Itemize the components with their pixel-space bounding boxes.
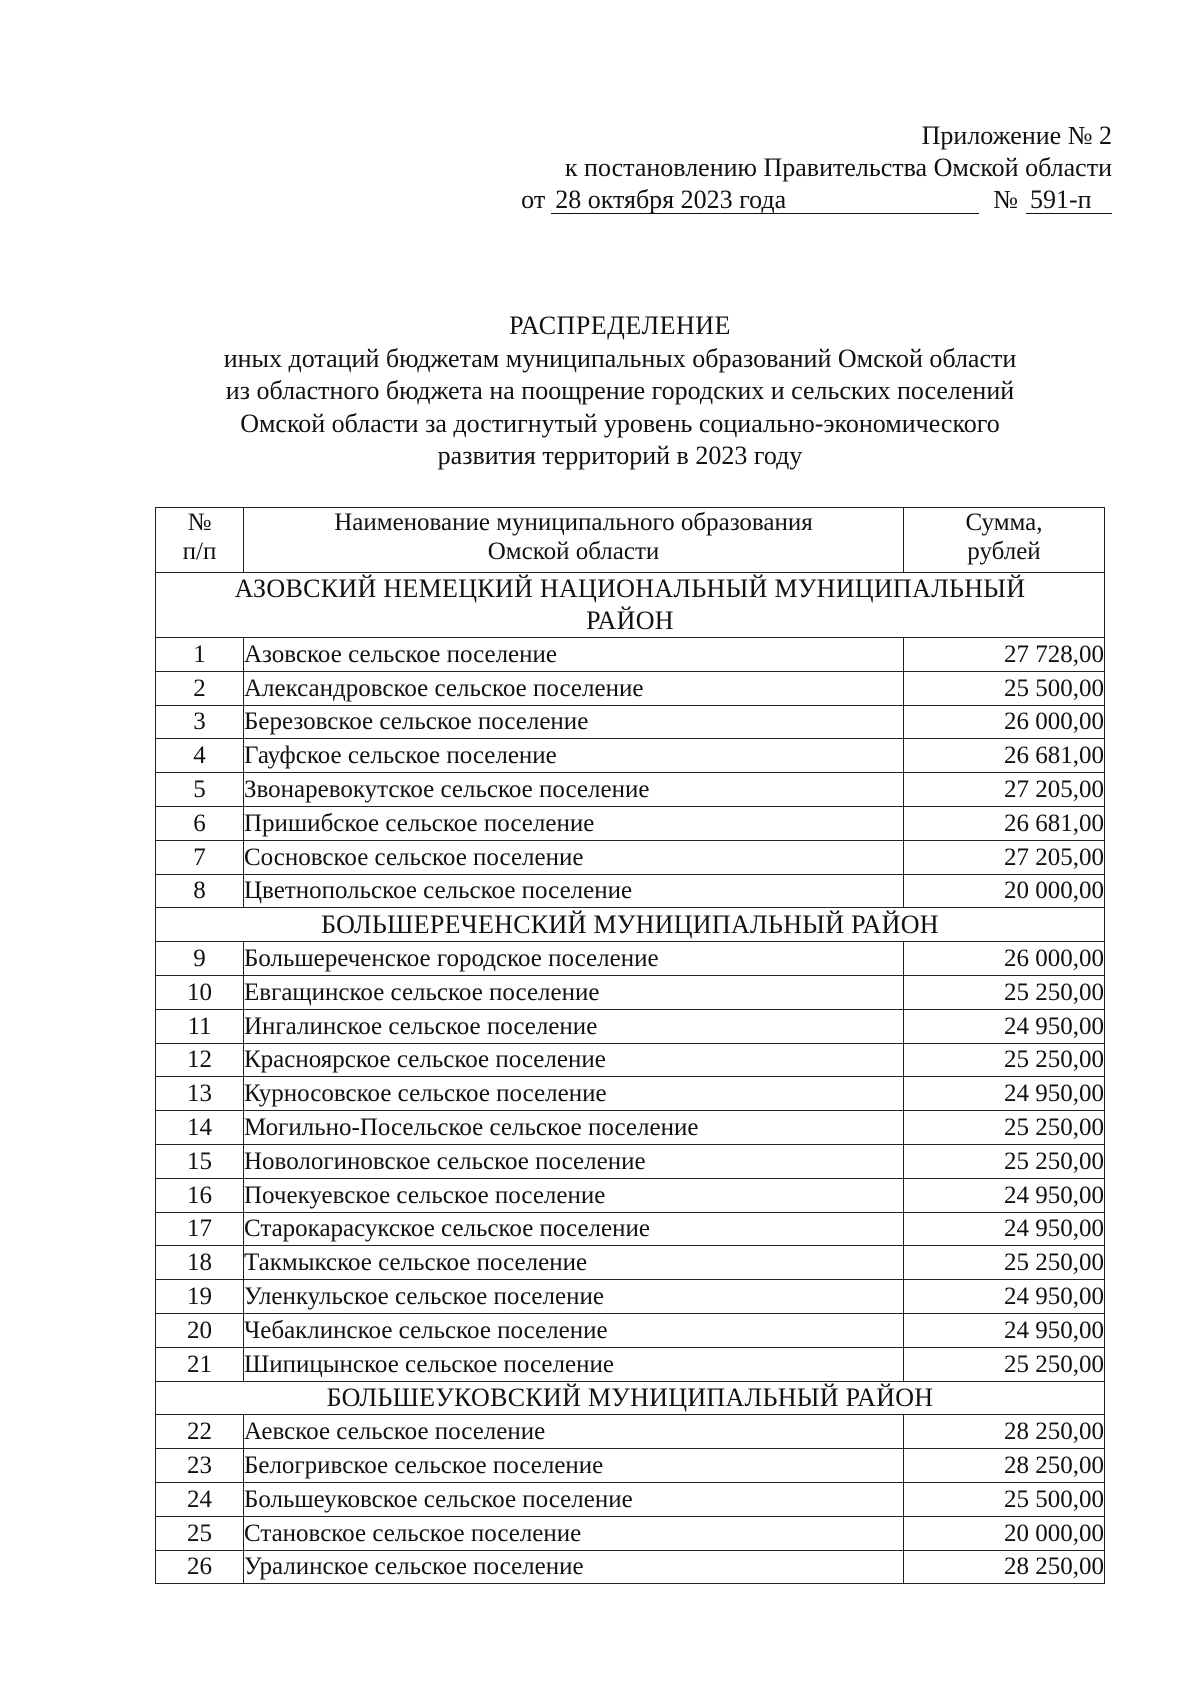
row-number: 13 [156,1077,244,1111]
table-row [156,1043,1105,1077]
settlement-name: Березовское сельское поселение [244,705,904,739]
settlement-name: Сосновское сельское поселение [244,840,904,874]
amount: 20 000,00 [904,874,1105,908]
table-row [156,1111,1105,1145]
settlement-name: Красноярское сельское поселение [244,1043,904,1077]
row-number: 12 [156,1043,244,1077]
table-row [156,1009,1105,1043]
table-row [156,1178,1105,1212]
header-name [244,508,904,573]
district-row [156,573,1105,638]
table-row [156,671,1105,705]
row-number: 18 [156,1246,244,1280]
district-name-line2: РАЙОН [586,606,674,635]
row-number: 10 [156,975,244,1009]
amount: 24 950,00 [904,1009,1105,1043]
settlement-name: Большеуковское сельское поселение [244,1482,904,1516]
decree-date: 28 октября 2023 года [551,187,979,214]
settlement-name: Почекуевское сельское поселение [244,1178,904,1212]
table-row [156,1144,1105,1178]
settlement-name: Такмыкское сельское поселение [244,1246,904,1280]
header-name-line2: Омской области [487,538,660,565]
district-row [156,1381,1105,1415]
settlement-name: Ингалинское сельское поселение [244,1009,904,1043]
settlement-name: Новологиновское сельское поселение [244,1144,904,1178]
table-row [156,1246,1105,1280]
table-row [156,1516,1105,1550]
row-number: 26 [156,1550,244,1584]
decree-number: 591-п [1026,187,1112,214]
amount: 24 950,00 [904,1178,1105,1212]
district-name-line1: БОЛЬШЕРЕЧЕНСКИЙ МУНИЦИПАЛЬНЫЙ РАЙОН [321,910,939,940]
decree-reference: к постановлению Правительства Омской области [564,153,1112,182]
settlement-name: Старокарасукское сельское поселение [244,1212,904,1246]
title-line: иных дотаций бюджетам муниципальных образований Омской области [223,343,1017,373]
row-number: 7 [156,840,244,874]
settlement-name: Могильно-Посельское сельское поселение [244,1111,904,1145]
settlement-name: Большереченское городское поселение [244,942,904,976]
table-row [156,1415,1105,1449]
row-number: 14 [156,1111,244,1145]
table-row [156,1280,1105,1314]
table-header-row [156,508,1105,573]
settlement-name: Звонаревокутское сельское поселение [244,773,904,807]
row-number: 6 [156,806,244,840]
amount: 27 205,00 [904,840,1105,874]
amount: 28 250,00 [904,1449,1105,1483]
settlement-name: Белогривское сельское поселение [244,1449,904,1483]
row-number: 24 [156,1482,244,1516]
amount: 28 250,00 [904,1415,1105,1449]
amount: 27 205,00 [904,773,1105,807]
settlement-name: Александровское сельское поселение [244,671,904,705]
table-row [156,1077,1105,1111]
amount: 28 250,00 [904,1550,1105,1584]
settlement-name: Уралинское сельское поселение [244,1550,904,1584]
header-num [156,508,244,573]
settlement-name: Азовское сельское поселение [244,638,904,672]
header-num-line2: п/п [182,538,217,565]
header-sum [904,508,1105,573]
district-name-line1: АЗОВСКИЙ НЕМЕЦКИЙ НАЦИОНАЛЬНЫЙ МУНИЦИПАЛЬНЫЙ [234,574,1026,603]
amount: 27 728,00 [904,638,1105,672]
table-row [156,975,1105,1009]
row-number: 16 [156,1178,244,1212]
settlement-name: Гауфское сельское поселение [244,739,904,773]
header-num-line1: № [187,509,212,536]
document-title [0,310,1200,473]
row-number: 23 [156,1449,244,1483]
table-row [156,1550,1105,1584]
row-number: 15 [156,1144,244,1178]
title-main: РАСПРЕДЕЛЕНИЕ [509,311,731,340]
amount: 25 250,00 [904,975,1105,1009]
amount: 25 250,00 [904,1144,1105,1178]
table-row [156,840,1105,874]
district-row [156,908,1105,942]
district-name [156,1381,1105,1415]
settlement-name: Чебаклинское сельское поселение [244,1313,904,1347]
row-number: 17 [156,1212,244,1246]
amount: 25 250,00 [904,1347,1105,1381]
settlement-name: Становское сельское поселение [244,1516,904,1550]
amount: 25 250,00 [904,1043,1105,1077]
title-line: Омской области за достигнутый уровень социально-экономического [240,408,1000,438]
amount: 24 950,00 [904,1212,1105,1246]
header-name-line1: Наименование муниципального образования [334,509,813,536]
table-row [156,1347,1105,1381]
table-row [156,1449,1105,1483]
row-number: 21 [156,1347,244,1381]
decree-date-line [521,184,1112,216]
row-number: 19 [156,1280,244,1314]
header-sum-line1: Сумма, [965,509,1043,536]
title-line: развития территорий в 2023 году [437,441,803,470]
table-row [156,1313,1105,1347]
table-row [156,739,1105,773]
row-number: 5 [156,773,244,807]
title-line: из областного бюджета на поощрение городских и сельских поселений [225,376,1015,405]
settlement-name: Евгащинское сельское поселение [244,975,904,1009]
amount: 24 950,00 [904,1313,1105,1347]
table-row [156,1212,1105,1246]
table-row [156,1482,1105,1516]
table-body [156,573,1105,1584]
table-row [156,942,1105,976]
amount: 25 500,00 [904,671,1105,705]
appendix-label: Приложение № 2 [921,121,1112,150]
from-prefix: от [521,185,546,214]
row-number: 2 [156,671,244,705]
amount: 20 000,00 [904,1516,1105,1550]
row-number: 4 [156,739,244,773]
table-row [156,806,1105,840]
header-sum-line2: рублей [967,538,1041,565]
district-name [156,908,1105,942]
settlement-name: Шипицынское сельское поселение [244,1347,904,1381]
number-label: № [993,185,1018,214]
settlement-name: Аевское сельское поселение [244,1415,904,1449]
table-row [156,773,1105,807]
district-name-line1: БОЛЬШЕУКОВСКИЙ МУНИЦИПАЛЬНЫЙ РАЙОН [326,1383,934,1413]
distribution-table [155,507,1105,1584]
amount: 26 681,00 [904,806,1105,840]
table-row [156,874,1105,908]
district-name [156,573,1105,638]
row-number: 11 [156,1009,244,1043]
amount: 26 681,00 [904,739,1105,773]
settlement-name: Уленкульское сельское поселение [244,1280,904,1314]
amount: 24 950,00 [904,1280,1105,1314]
row-number: 25 [156,1516,244,1550]
row-number: 22 [156,1415,244,1449]
row-number: 8 [156,874,244,908]
settlement-name: Пришибское сельское поселение [244,806,904,840]
settlement-name: Курносовское сельское поселение [244,1077,904,1111]
appendix-header [521,120,1112,216]
table-row [156,638,1105,672]
row-number: 20 [156,1313,244,1347]
settlement-name: Цветнопольское сельское поселение [244,874,904,908]
amount: 25 250,00 [904,1246,1105,1280]
amount: 25 250,00 [904,1111,1105,1145]
row-number: 9 [156,942,244,976]
amount: 26 000,00 [904,942,1105,976]
amount: 25 500,00 [904,1482,1105,1516]
row-number: 3 [156,705,244,739]
amount: 24 950,00 [904,1077,1105,1111]
table-row [156,705,1105,739]
row-number: 1 [156,638,244,672]
amount: 26 000,00 [904,705,1105,739]
